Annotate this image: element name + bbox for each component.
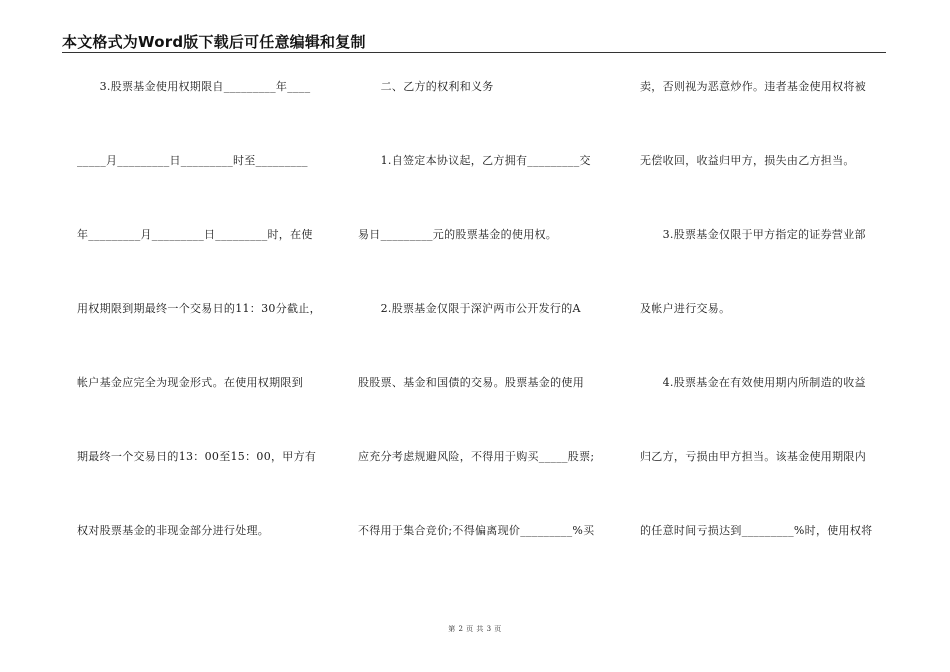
text-line: 无偿收回，收益归甲方，损失由乙方担当。: [640, 154, 855, 167]
text-line: 二、乙方的权利和义务: [358, 80, 494, 93]
text-line: 及帐户进行交易。: [640, 302, 731, 315]
text-line: 1.自签定本协议起，乙方拥有_________交: [358, 154, 591, 167]
text-line: 应充分考虑规避风险，不得用于购买_____股票;: [358, 450, 595, 463]
document-banner: 本文格式为Word版下载后可任意编辑和复制: [62, 33, 366, 51]
text-column-right: [640, 75, 885, 593]
text-line: 帐户基金应完全为现金形式。在使用权期限到: [77, 376, 303, 389]
text-line: 4.股票基金在有效使用期内所制造的收益: [640, 376, 866, 389]
text-line: 易日_________元的股票基金的使用权。: [358, 228, 558, 241]
text-line: 年_________月_________日_________时，在使: [77, 228, 313, 241]
text-line: 的任意时间亏损达到_________%时，使用权将: [640, 524, 873, 537]
text-line: 2.股票基金仅限于深沪两市公开发行的A: [358, 302, 581, 315]
header-divider: [62, 52, 886, 53]
text-line: 归乙方，亏损由甲方担当。该基金使用期限内: [640, 450, 866, 463]
text-line: 3.股票基金使用权期限自_________年____: [77, 80, 311, 93]
text-line: 期最终一个交易日的13：00至15：00，甲方有: [77, 450, 317, 463]
text-line: 卖，否则视为恶意炒作。违者基金使用权将被: [640, 80, 866, 93]
page-number: 第 2 页 共 3 页: [448, 625, 502, 633]
text-line: 股股票、基金和国债的交易。股票基金的使用: [358, 376, 584, 389]
text-column-left: [77, 75, 322, 593]
text-line: _____月_________日_________时至_________: [77, 154, 308, 167]
text-line: 不得用于集合竞价;不得偏离现价_________%买: [358, 524, 595, 537]
text-line: 3.股票基金仅限于甲方指定的证券营业部: [640, 228, 866, 241]
text-column-middle: [358, 75, 603, 593]
text-line: 用权期限到期最终一个交易日的11：30分截止，: [77, 302, 321, 315]
text-line: 权对股票基金的非现金部分进行处理。: [77, 524, 270, 537]
